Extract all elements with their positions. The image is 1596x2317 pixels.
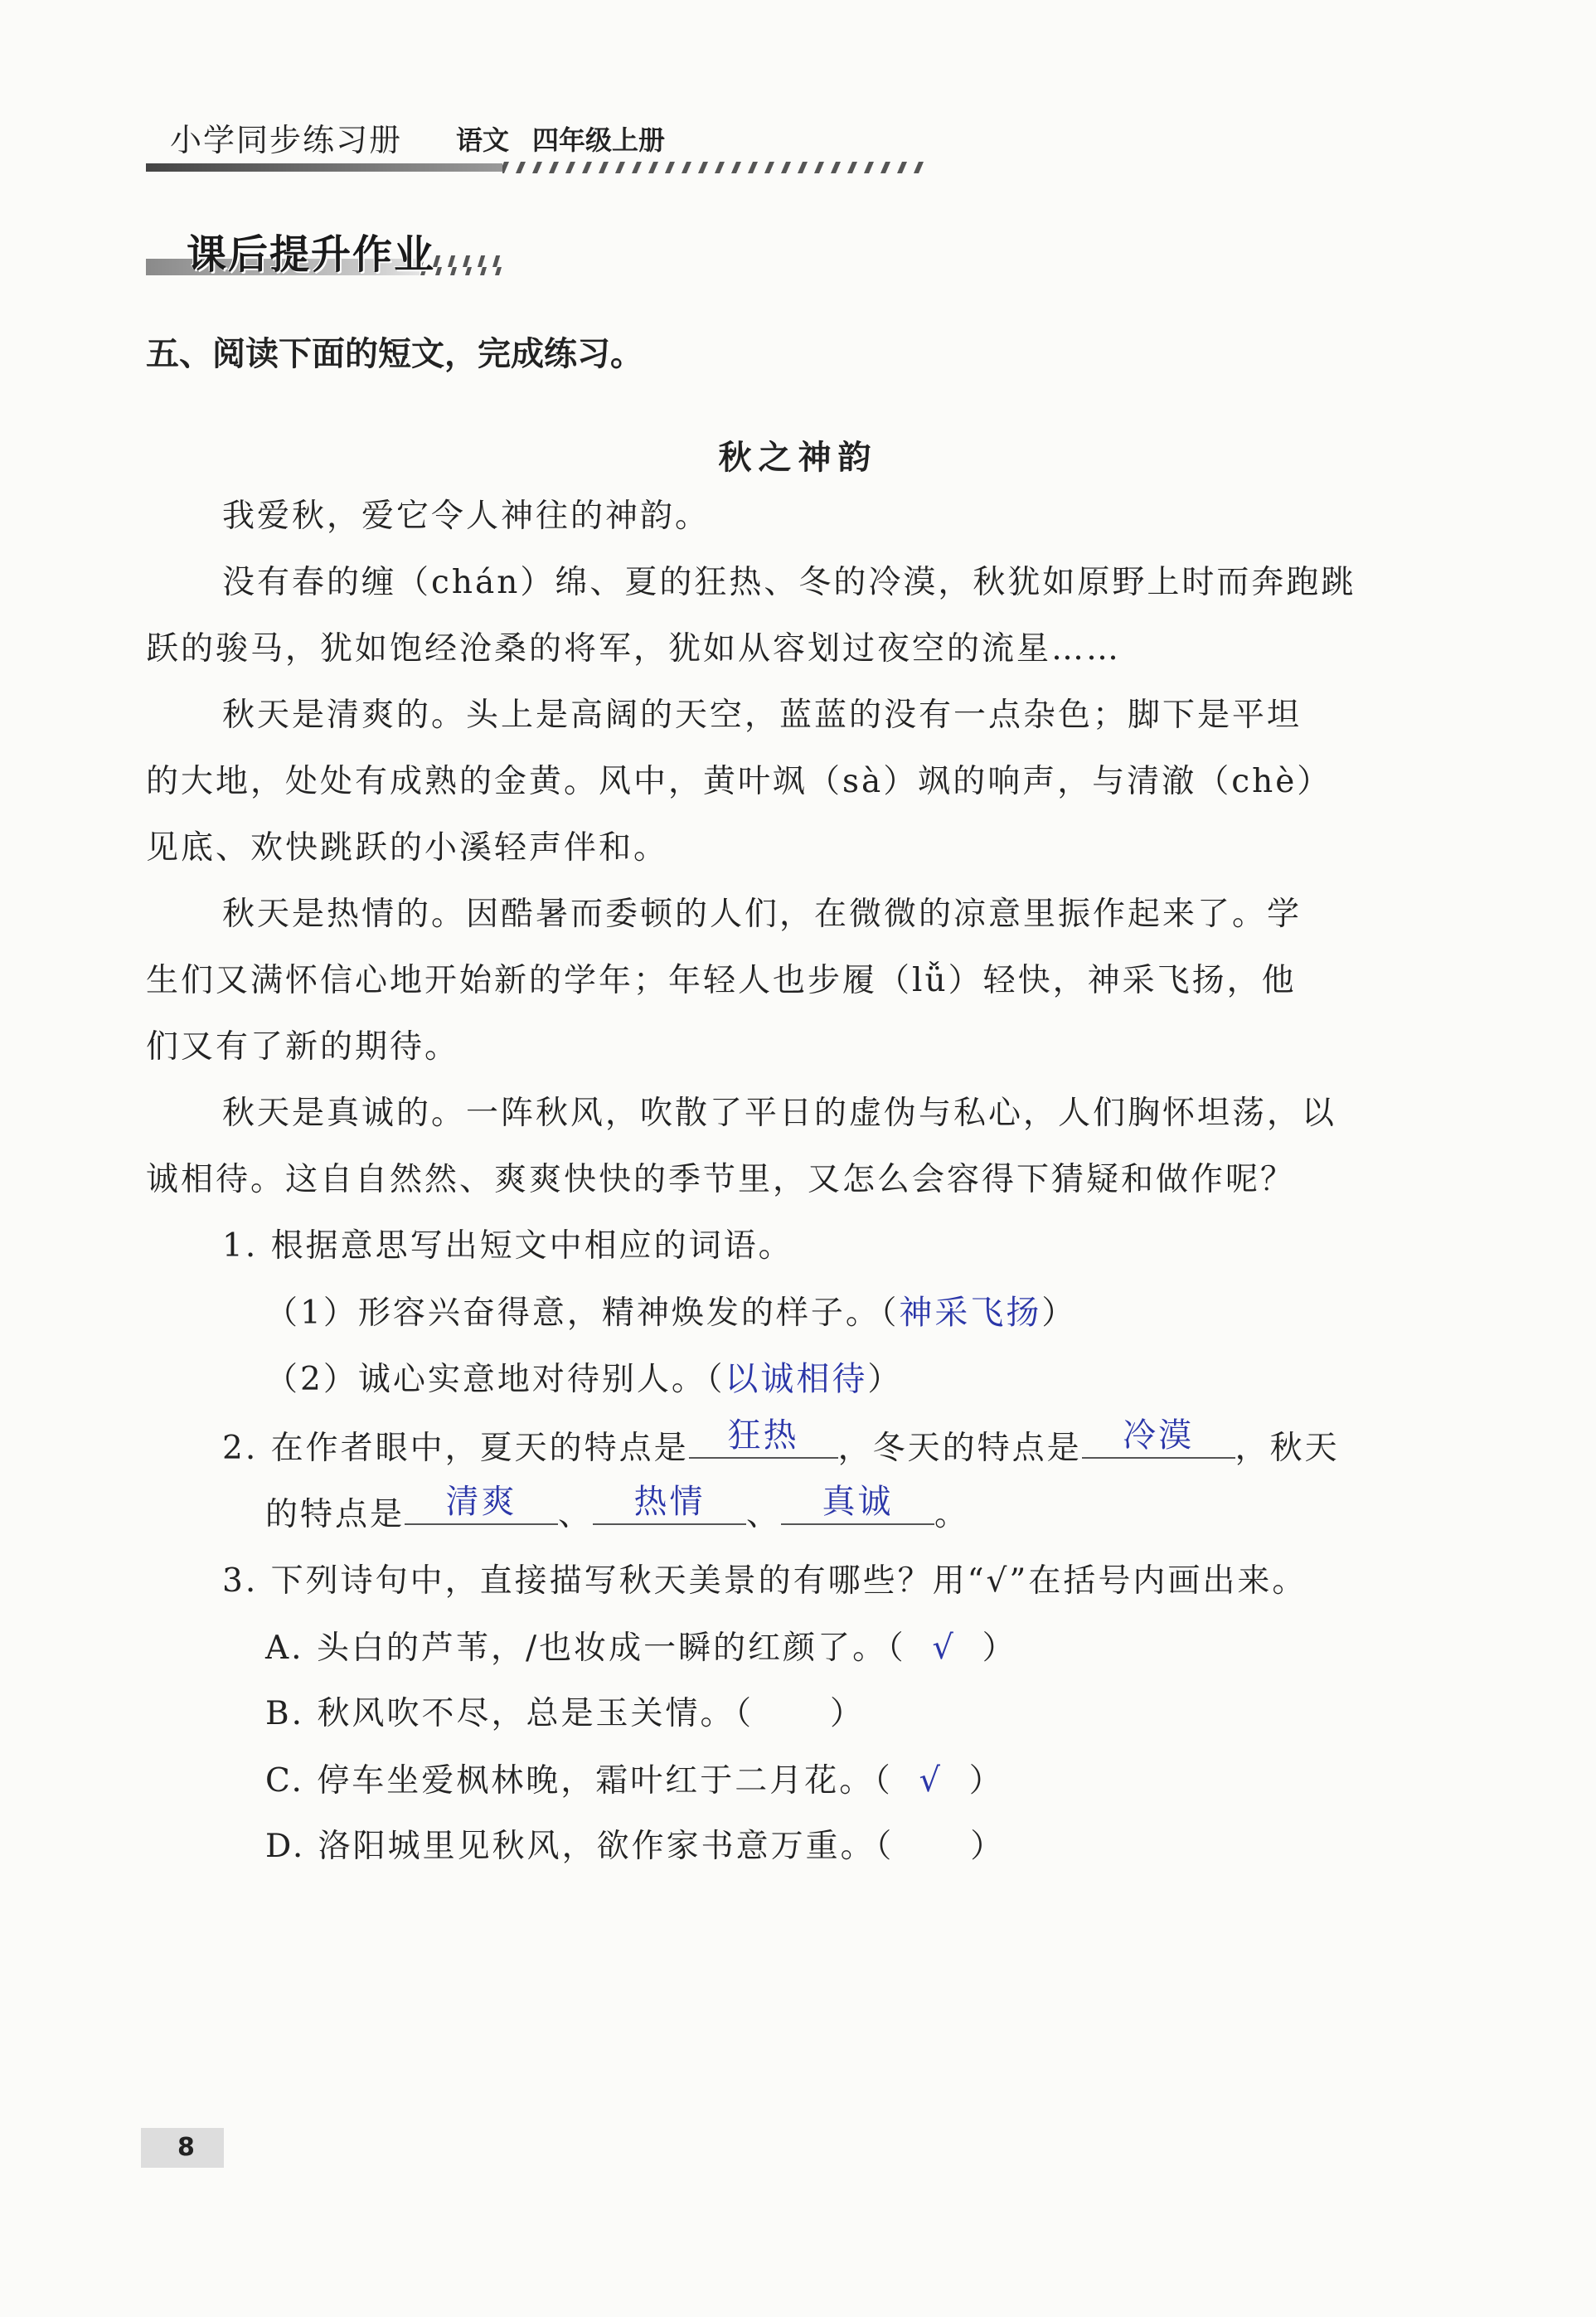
q2-autumn1-answer: 清爽: [445, 1483, 517, 1521]
check-mark-icon: √: [932, 1629, 956, 1667]
q2-blank-autumn1: [405, 1484, 558, 1525]
q1-sub2-answer: 以诚相待: [725, 1360, 868, 1398]
q2-line2: [265, 1482, 969, 1548]
q2-autumn2-answer: 热情: [633, 1483, 706, 1521]
q1-sub1-close: ）: [1041, 1295, 1077, 1332]
q3-option: C. 停车坐爱枫林晚，霜叶红于二月花。（ √ ）: [265, 1747, 1004, 1814]
q3-option-text: A. 头白的芦苇，/也妆成一瞬的红颜了。: [265, 1630, 888, 1667]
q3-option: D. 洛阳城里见秋风，欲作家书意万重。（ ）: [265, 1828, 1006, 1865]
article-line: 没有春的缠（chán）绵、夏的狂热、冬的冷漠，秋犹如原野上时而奔跑跳: [222, 564, 1356, 601]
article-line: 的大地，处处有成熟的金黄。风中，黄叶飒（sà）飒的响声，与清澈（chè）: [146, 763, 1332, 800]
q1-sub2-close: ）: [867, 1361, 903, 1398]
article-line: 见底、欢快跳跃的小溪轻声伴和。: [146, 829, 669, 867]
q2-blank-autumn2: [593, 1484, 746, 1525]
q1-sub1-text: （1）形容兴奋得意，精神焕发的样子。（: [265, 1295, 900, 1332]
q1-sub2-text: （2）诚心实意地对待别人。（: [265, 1361, 725, 1398]
q3-option: A. 头白的芦苇，/也妆成一瞬的红颜了。（ √ ）: [265, 1615, 1017, 1682]
q2-blank-summer: [689, 1417, 838, 1459]
q2-blank-winter: [1082, 1417, 1235, 1459]
article-line: 生们又满怀信心地开始新的学年；年轻人也步履（lǚ）轻快，神采飞扬，他: [146, 962, 1297, 999]
header-rule: [146, 162, 925, 173]
article-title: 秋之神韵: [718, 438, 878, 477]
article-line: 秋天是热情的。因酷暑而委顿的人们，在微微的凉意里振作起来了。学: [222, 896, 1303, 933]
q3-stem: 3. 下列诗句中，直接描写秋天美景的有哪些？用“√”在括号内画出来。: [222, 1562, 1307, 1600]
subject-label: 语文: [456, 124, 510, 156]
q2-autumn3-answer: 真诚: [822, 1483, 894, 1521]
q3-option-text: B. 秋风吹不尽，总是玉关情。: [265, 1695, 735, 1732]
check-mark-icon: √: [919, 1761, 944, 1800]
q2-part1: 2. 在作者眼中，夏天的特点是: [222, 1430, 689, 1467]
q2-part2: ，冬天的特点是: [837, 1430, 1082, 1467]
article-line: 秋天是真诚的。一阵秋风，吹散了平日的虚伪与私心，人们胸怀坦荡，以: [222, 1095, 1337, 1132]
article-line: 诚相待。这自自然然、爽爽快快的季节里，又怎么会容得下猜疑和做作呢？: [146, 1161, 1296, 1198]
book-title: 小学同步练习册: [170, 122, 403, 158]
q3-option-text: D. 洛阳城里见秋风，欲作家书意万重。: [265, 1828, 876, 1865]
page-number: 8: [141, 2128, 224, 2168]
q2-part3: ，秋天: [1235, 1430, 1340, 1467]
q2-part4: 的特点是: [265, 1496, 405, 1533]
q1-sub1-answer: 神采飞扬: [899, 1294, 1042, 1332]
grade-label: 四年级上册: [532, 124, 666, 156]
article-line: 们又有了新的期待。: [146, 1028, 460, 1066]
q2-sep: 、: [746, 1496, 782, 1533]
article-line: 秋天是清爽的。头上是高阔的天空，蓝蓝的没有一点杂色；脚下是平坦: [222, 697, 1303, 734]
q3-option-text: C. 停车坐爱枫林晚，霜叶红于二月花。: [265, 1762, 875, 1800]
book-subtitle: [456, 119, 688, 158]
q1-stem: 1. 根据意思写出短文中相应的词语。: [222, 1227, 793, 1265]
article-line: 跃的骏马，犹如饱经沧桑的将军，犹如从容划过夜空的流星……: [146, 630, 1122, 668]
q2-sep: 、: [558, 1496, 594, 1533]
question-title: 五、阅读下面的短文，完成练习。: [146, 335, 643, 373]
q2-end: 。: [934, 1496, 970, 1533]
q2-winter-answer: 冷漠: [1123, 1416, 1195, 1455]
section-label: 课后提升作业: [187, 231, 436, 278]
article-line: 我爱秋，爱它令人神往的神韵。: [222, 498, 711, 535]
q2-blank-autumn3: [781, 1484, 934, 1525]
q1-sub1: [265, 1280, 1076, 1347]
q2-summer-answer: 狂热: [727, 1416, 799, 1455]
q3-option: B. 秋风吹不尽，总是玉关情。（ ）: [265, 1695, 865, 1732]
